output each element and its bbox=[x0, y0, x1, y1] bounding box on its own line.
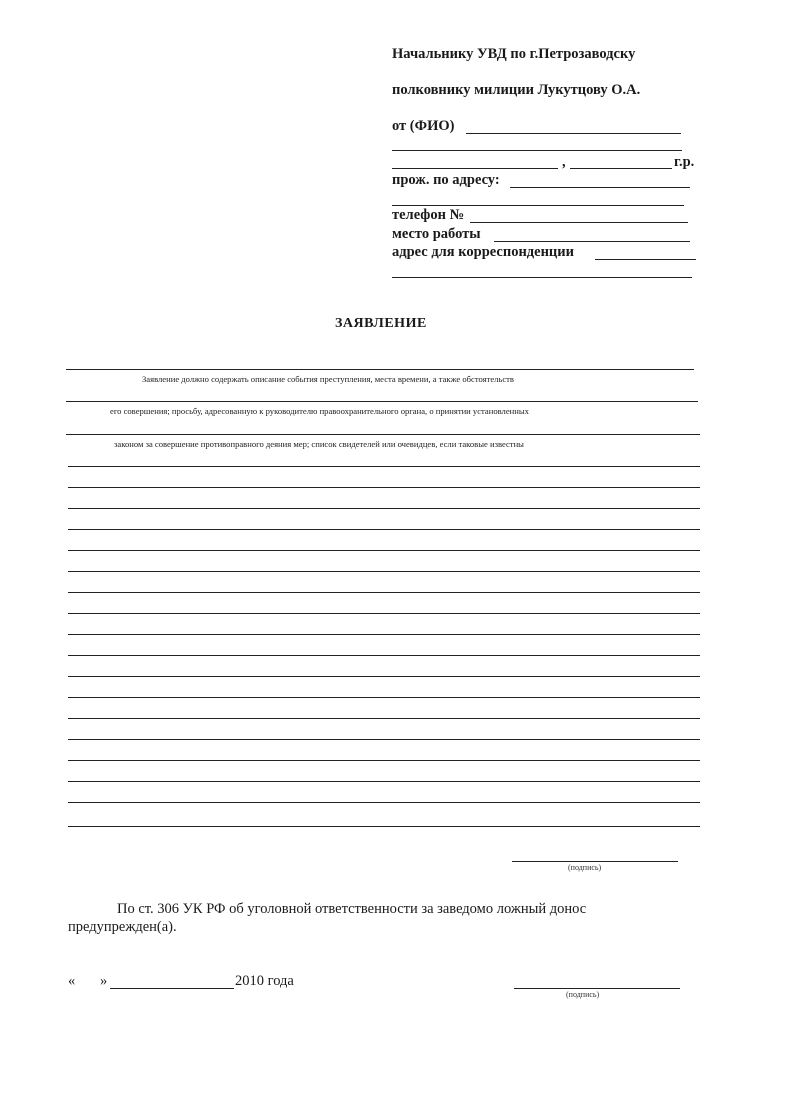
comma: , bbox=[562, 154, 566, 170]
hint-line-3: законом за совершение противоправного деяния мер; список свидетелей или очевидцев, если таковые известны bbox=[114, 439, 524, 449]
document-title: ЗАЯВЛЕНИЕ bbox=[335, 316, 427, 331]
statement-line[interactable] bbox=[68, 592, 700, 593]
address-label: прож. по адресу: bbox=[392, 172, 500, 188]
statement-line[interactable] bbox=[68, 466, 700, 467]
year-abbr: г.р. bbox=[674, 154, 695, 170]
hint-line-2: его совершения; просьбу, адресованную к руководителю правоохранительного органа, о принятии установленных bbox=[110, 406, 529, 416]
correspondence-label: адрес для корреспонденции bbox=[392, 244, 575, 260]
statement-line[interactable] bbox=[68, 718, 700, 719]
signature-field-2[interactable] bbox=[514, 988, 680, 989]
work-field[interactable] bbox=[494, 241, 690, 242]
from-name-field[interactable] bbox=[466, 133, 681, 134]
statement-line[interactable] bbox=[68, 613, 700, 614]
address-field-2[interactable] bbox=[392, 205, 684, 206]
statement-line[interactable] bbox=[66, 401, 698, 402]
statement-line[interactable] bbox=[68, 571, 700, 572]
statement-line[interactable] bbox=[68, 634, 700, 635]
warning-line-2: предупрежден(а). bbox=[68, 919, 177, 935]
warning-line-1: По ст. 306 УК РФ об уголовной ответственности за заведомо ложный донос bbox=[117, 901, 587, 917]
statement-line[interactable] bbox=[66, 369, 694, 370]
signature-field[interactable] bbox=[512, 861, 678, 862]
hint-line-1: Заявление должно содержать описание события преступления, места времени, а также обстоятельств bbox=[142, 374, 514, 384]
statement-line[interactable] bbox=[68, 529, 700, 530]
address-field[interactable] bbox=[510, 187, 690, 188]
phone-field[interactable] bbox=[470, 222, 688, 223]
statement-line[interactable] bbox=[68, 781, 700, 782]
statement-line[interactable] bbox=[68, 760, 700, 761]
from-label: от (ФИО) bbox=[392, 118, 455, 134]
statement-line[interactable] bbox=[66, 434, 700, 435]
statement-line[interactable] bbox=[68, 826, 700, 827]
birth-year-field[interactable] bbox=[570, 168, 672, 169]
phone-label: телефон № bbox=[392, 207, 465, 223]
statement-line[interactable] bbox=[68, 508, 700, 509]
statement-line[interactable] bbox=[68, 655, 700, 656]
statement-line[interactable] bbox=[68, 676, 700, 677]
from-name-field-2[interactable] bbox=[392, 150, 682, 151]
statement-line[interactable] bbox=[68, 697, 700, 698]
signature-caption-2: (подпись) bbox=[566, 990, 600, 999]
date-quote-open: « bbox=[68, 973, 76, 989]
date-year: 2010 года bbox=[235, 973, 294, 989]
work-label: место работы bbox=[392, 226, 481, 242]
statement-line[interactable] bbox=[68, 739, 700, 740]
signature-caption: (подпись) bbox=[568, 863, 602, 872]
birth-field-1[interactable] bbox=[392, 168, 558, 169]
addressee-line-1: Начальнику УВД по г.Петрозаводску bbox=[392, 46, 636, 62]
correspondence-field-2[interactable] bbox=[392, 277, 692, 278]
statement-line[interactable] bbox=[68, 487, 700, 488]
date-quote-close: » bbox=[100, 973, 108, 989]
addressee-line-2: полковнику милиции Лукутцову О.А. bbox=[392, 82, 641, 98]
statement-line[interactable] bbox=[68, 550, 700, 551]
correspondence-field[interactable] bbox=[595, 259, 696, 260]
statement-line[interactable] bbox=[68, 802, 700, 803]
date-field[interactable] bbox=[110, 988, 234, 989]
